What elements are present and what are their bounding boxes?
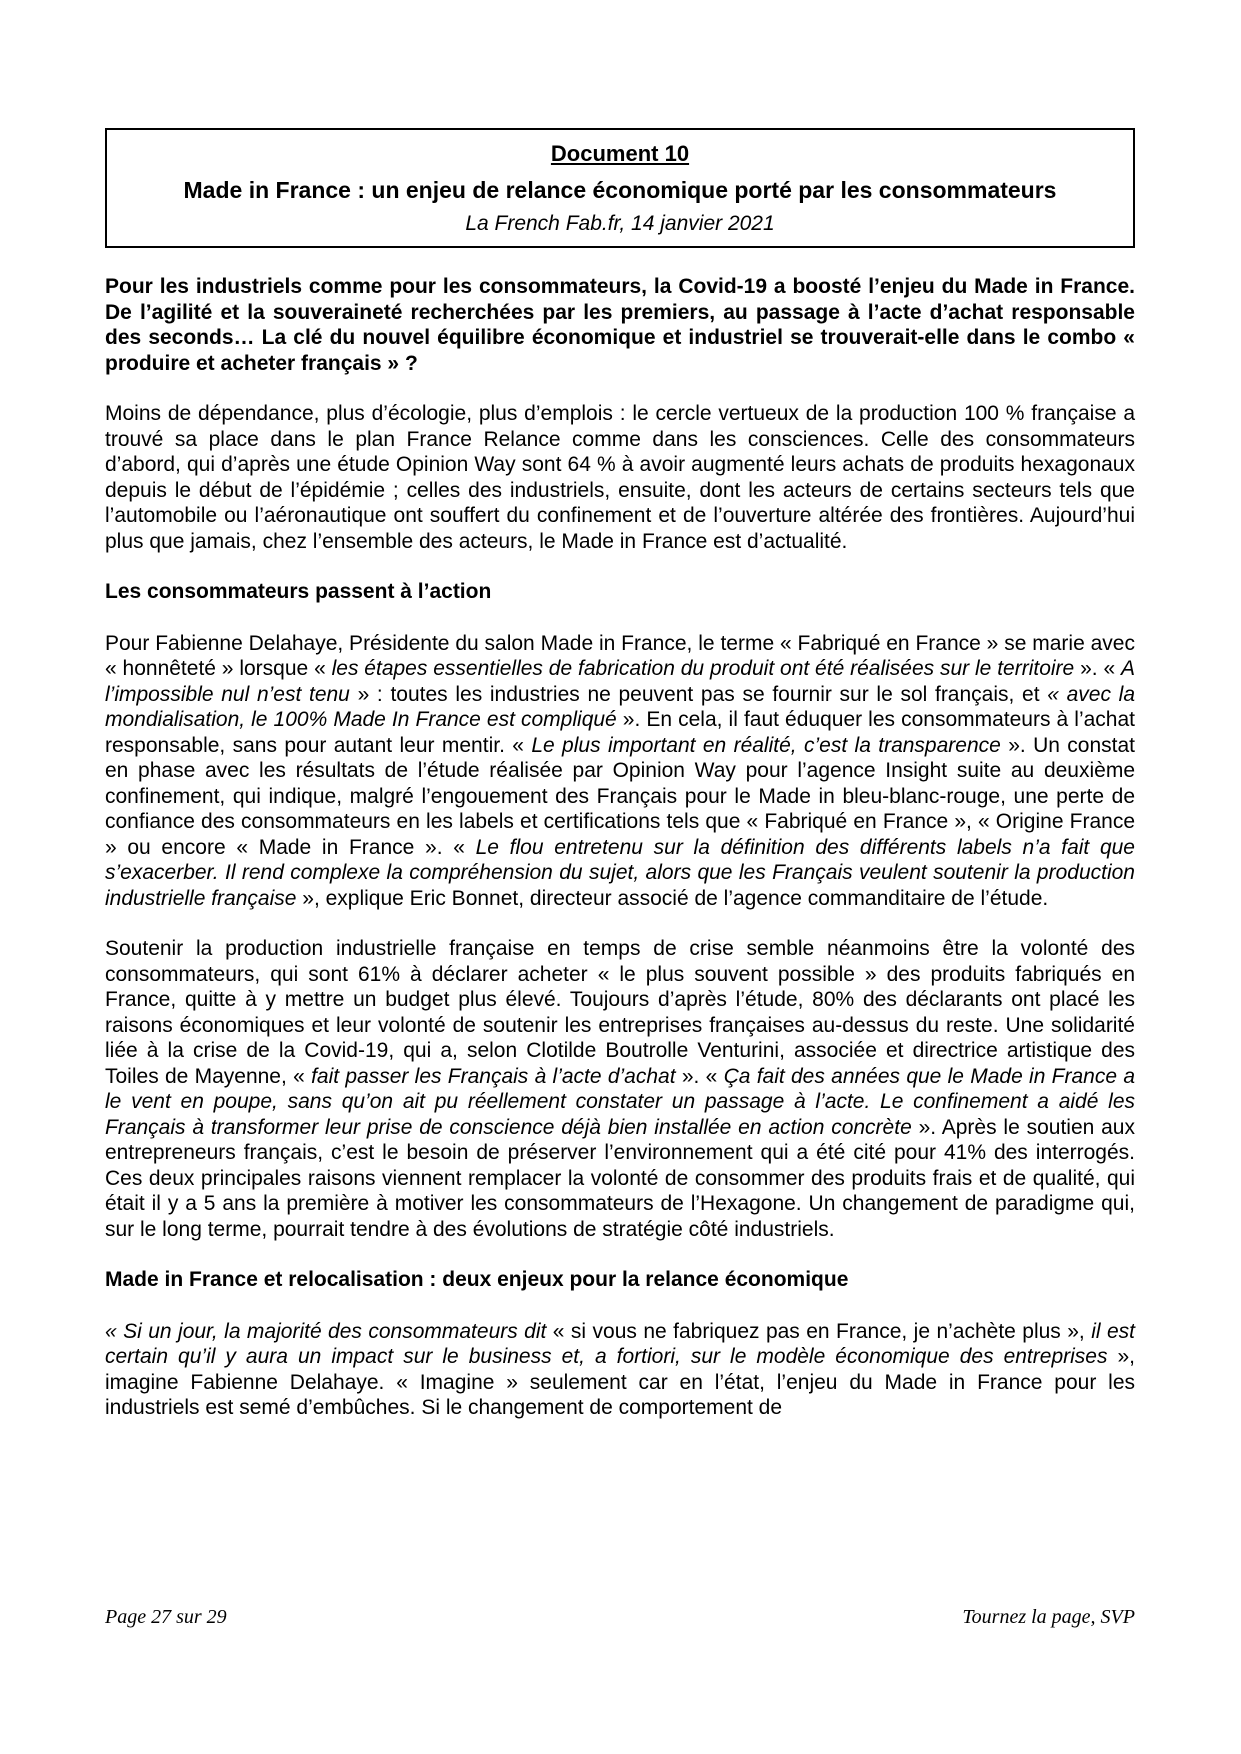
text-run: fait passer les Français à l’acte d’achat	[311, 1064, 676, 1088]
text-run: Le plus important en réalité, c’est la transparence	[531, 733, 1001, 757]
text-run: ». Après le soutien aux entrepreneurs français, c’est le besoin de préserver l’environnement qui a été cité pour 41% des interrogés. Ces deux principales raisons viennent remplacer la volonté de consommer des produits frais et de qualité, qui était il y a 5 ans la première à motiver les consommateurs de l’Hexagone. Un changement de paradigme qui, sur le long terme, pourrait tendre à des évolutions de stratégie côté industriels.	[105, 1115, 1135, 1241]
text-run: « Si un jour, la majorité des consommateurs dit	[105, 1319, 547, 1343]
paragraph-relocation	[105, 1319, 1135, 1421]
turn-page-note: Tournez la page, SVP	[962, 1606, 1135, 1628]
page-footer	[105, 1606, 1135, 1629]
text-run: ». «	[675, 1064, 724, 1088]
text-run: » : toutes les industries ne peuvent pas se fournir sur le sol français, et	[349, 682, 1048, 706]
section-heading-relocation: Made in France et relocalisation : deux enjeux pour la relance économique	[105, 1268, 849, 1291]
text-run: Pour les industriels comme pour les consommateurs, la Covid-19 a boosté l’enjeu du Made in France. De l’agilité et la souveraineté recherchées par les premiers, au passage à l’acte d’achat responsable des seconds… La clé du nouvel équilibre économique et industriel se trouverait-elle dans le combo « produire et acheter français » ?	[105, 275, 1135, 375]
text-run: ». «	[1074, 657, 1121, 680]
text-run: « avec la mondialisation, le 100% Made In France est compliqué	[105, 682, 1136, 731]
page-number: Page 27 sur 29	[105, 1606, 227, 1628]
section-heading-consumers: Les consommateurs passent à l’action	[105, 580, 492, 603]
paragraph-consumers-2	[105, 936, 1135, 1242]
document-content	[105, 128, 1135, 1446]
document-source: La French Fab.fr, 14 janvier 2021	[465, 212, 775, 235]
text-run: Ça fait des années que le Made in France a le vent en poupe, sans qu’on ait pu réellement constater un passage à l’acte. Le confinement a aidé les Français à transformer leur prise de conscience déjà bien installée en action concrète	[105, 1064, 1135, 1139]
text-run: ». En cela, il faut éduquer les consommateurs à l’achat responsable, sans pour autant leur mentir. «	[105, 708, 1135, 757]
document-number: Document 10	[550, 141, 690, 166]
document-header-box	[105, 128, 1135, 248]
text-run: ». Un constat en phase avec les résultats de l’étude réalisée par Opinion Way pour l’agence Insight suite au deuxième confinement, qui indique, malgré l’engouement des Français pour le Made in bleu-blanc-rouge, une perte de confiance des consommateurs en les labels et certifications tels que « Fabriqué en France », « Origine France » ou encore « Made in France ». «	[105, 733, 1135, 859]
paragraph-consumers-1	[105, 631, 1135, 912]
text-run: « si vous ne fabriquez pas en France, je n’achète plus »,	[546, 1319, 1092, 1343]
text-run: Soutenir la production industrielle française en temps de crise semble néanmoins être la volonté des consommateurs, qui sont 61% à déclarer acheter « le plus souvent possible » des produits fabriqués en France, quitte à y mettre un budget plus élevé. Toujours d’après l’étude, 80% des déclarants ont placé les raisons économiques et leur volonté de soutenir les entreprises françaises au-dessus du reste. Une solidarité liée à la crise de la Covid-19, qui a, selon Clotilde Boutrolle Venturini, associée et directrice artistique des Toiles de Mayenne, «	[105, 937, 1135, 1088]
document-title: Made in France : un enjeu de relance économique porté par les consommateurs	[183, 177, 1057, 203]
text-run: Moins de dépendance, plus d’écologie, plus d’emplois : le cercle vertueux de la production 100 % française a trouvé sa place dans le plan France Relance comme dans les consciences. Celle des consommateurs d’abord, qui d’après une étude Opinion Way sont 64 % à avoir augmenté leurs achats de produits hexagonaux depuis le début de l’épidémie ; celles des industriels, ensuite, dont les acteurs de certains secteurs tels que l’automobile ou l’aéronautique ont souffert du confinement et de l’ouverture altérée des frontières. Aujourd’hui plus que jamais, chez l’ensemble des acteurs, le Made in France est d’actualité.	[105, 402, 1135, 553]
paragraph-intro	[105, 401, 1135, 554]
text-run: », imagine Fabienne Delahaye. « Imagine » seulement car en l’état, l’enjeu du Made in France pour les industriels est semé d’embûches. Si le changement de comportement de	[105, 1345, 1135, 1419]
lead-paragraph	[105, 274, 1135, 376]
text-run: A l’impossible nul n’est tenu	[105, 657, 1135, 706]
text-run: il est certain qu’il y aura un impact sur le business et, a fortiori, sur le modèle économique des entreprises	[105, 1319, 1135, 1368]
text-run: les étapes essentielles de fabrication du produit ont été réalisées sur le territoire	[331, 657, 1075, 680]
text-run: Le flou entretenu sur la définition des différents labels n’a fait que s’exacerber. Il rend complexe la compréhension du sujet, alors que les Français veulent soutenir la production industrielle française	[105, 835, 1135, 910]
text-run: », explique Eric Bonnet, directeur associé de l’agence commanditaire de l’étude.	[296, 886, 1049, 910]
text-run: Pour Fabienne Delahaye, Présidente du salon Made in France, le terme « Fabriqué en France » se marie avec « honnêteté » lorsque «	[105, 631, 1135, 680]
